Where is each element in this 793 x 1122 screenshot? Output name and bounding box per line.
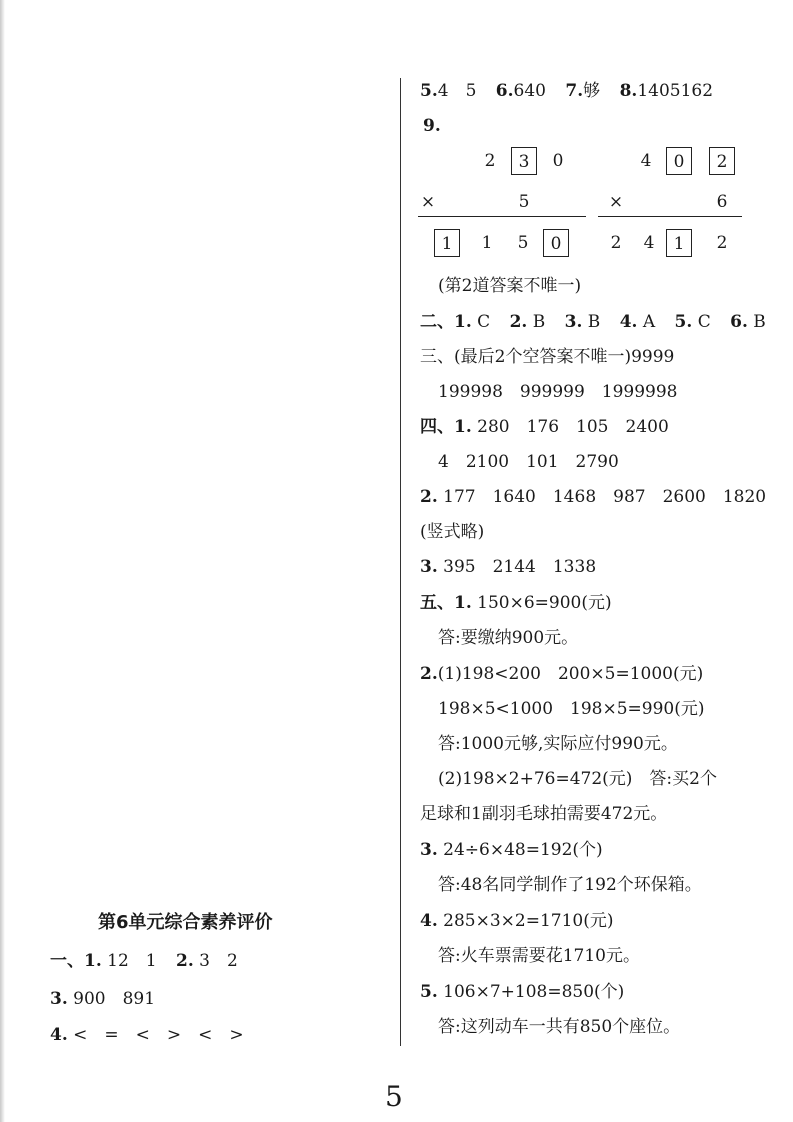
calc2-top-box: 2 <box>709 147 735 175</box>
section-5-q2-line4: (2)198×2+76=472(元) 答:买2个 <box>438 769 717 789</box>
section-5-q3: 3. 24÷6×48=192(个) <box>420 840 603 860</box>
section-5-q1-answer: 答:要缴纳900元。 <box>438 628 579 648</box>
section-5-q3-answer: 答:48名同学制作了192个环保箱。 <box>438 875 702 895</box>
section-3-line1: 三、(最后2个空答案不唯一)9999 <box>420 347 675 367</box>
column-divider <box>400 78 401 1046</box>
calc1-top-box: 3 <box>511 147 537 175</box>
left-section-1: 一、1. 12 1 2. 3 2 <box>50 951 238 971</box>
scan-edge <box>0 0 5 1122</box>
calc2-top-box: 0 <box>666 147 692 175</box>
section-5-q5: 5. 106×7+108=850(个) <box>420 982 625 1002</box>
section-4-q1-line2: 4 2100 101 2790 <box>438 452 619 472</box>
note-multiple-answers: (第2道答案不唯一) <box>438 276 582 296</box>
calc2-result-digit: 4 <box>643 233 655 253</box>
answer-line-5-8: 5.4 5 6.640 7.够 8.1405162 <box>420 81 714 101</box>
calc1-top-digit: 2 <box>484 151 496 171</box>
calc1-rule <box>418 216 586 217</box>
section-5-q2-line5: 足球和1副羽毛球拍需要472元。 <box>420 804 668 824</box>
calc1-times-sign: × <box>420 192 436 212</box>
calc1-result-digit: 5 <box>517 233 529 253</box>
calc1-top-digit: 0 <box>552 151 564 171</box>
calc2-result-box: 1 <box>666 229 692 257</box>
section-5-q1: 五、1. 150×6=900(元) <box>420 593 612 613</box>
calc1-result-digit: 1 <box>481 233 493 253</box>
section-5-q2-line2: 198×5<1000 198×5=990(元) <box>438 699 705 719</box>
calc2-top-digit: 4 <box>640 151 652 171</box>
section-4-q2: 2. 177 1640 1468 987 2600 1820 <box>420 487 767 507</box>
calc2-result-digit: 2 <box>716 233 728 253</box>
section-4-q2-note: (竖式略) <box>420 522 485 542</box>
unit-title: 第6单元综合素养评价 <box>98 912 273 933</box>
section-5-q5-answer: 答:这列动车一共有850个座位。 <box>438 1017 681 1037</box>
section-5-q2-line3: 答:1000元够,实际应付990元。 <box>438 734 678 754</box>
section-4-q1-line1: 四、1. 280 176 105 2400 <box>420 417 669 437</box>
left-question-3: 3. 900 891 <box>50 989 156 1009</box>
calc2-multiplier: 6 <box>716 192 728 212</box>
calc1-result-box: 1 <box>434 229 460 257</box>
calc1-multiplier: 5 <box>518 192 530 212</box>
calc2-rule <box>598 216 742 217</box>
left-question-4: 4. < = < > < > <box>50 1025 244 1045</box>
section-2-answers: 二、1. C 2. B 3. B 4. A 5. C 6. B <box>420 312 766 332</box>
section-5-q4: 4. 285×3×2=1710(元) <box>420 911 614 931</box>
calc1-result-box: 0 <box>543 229 569 257</box>
section-5-q2-line1: 2.(1)198<200 200×5=1000(元) <box>420 664 704 684</box>
calc2-times-sign: × <box>608 192 624 212</box>
section-5-q4-answer: 答:火车票需要花1710元。 <box>438 946 640 966</box>
question-9-label: 9. <box>423 116 441 136</box>
section-4-q3: 3. 395 2144 1338 <box>420 557 597 577</box>
section-3-line2: 199998 999999 1999998 <box>438 382 678 402</box>
calc2-result-digit: 2 <box>610 233 622 253</box>
page-number: 5 <box>385 1080 403 1113</box>
